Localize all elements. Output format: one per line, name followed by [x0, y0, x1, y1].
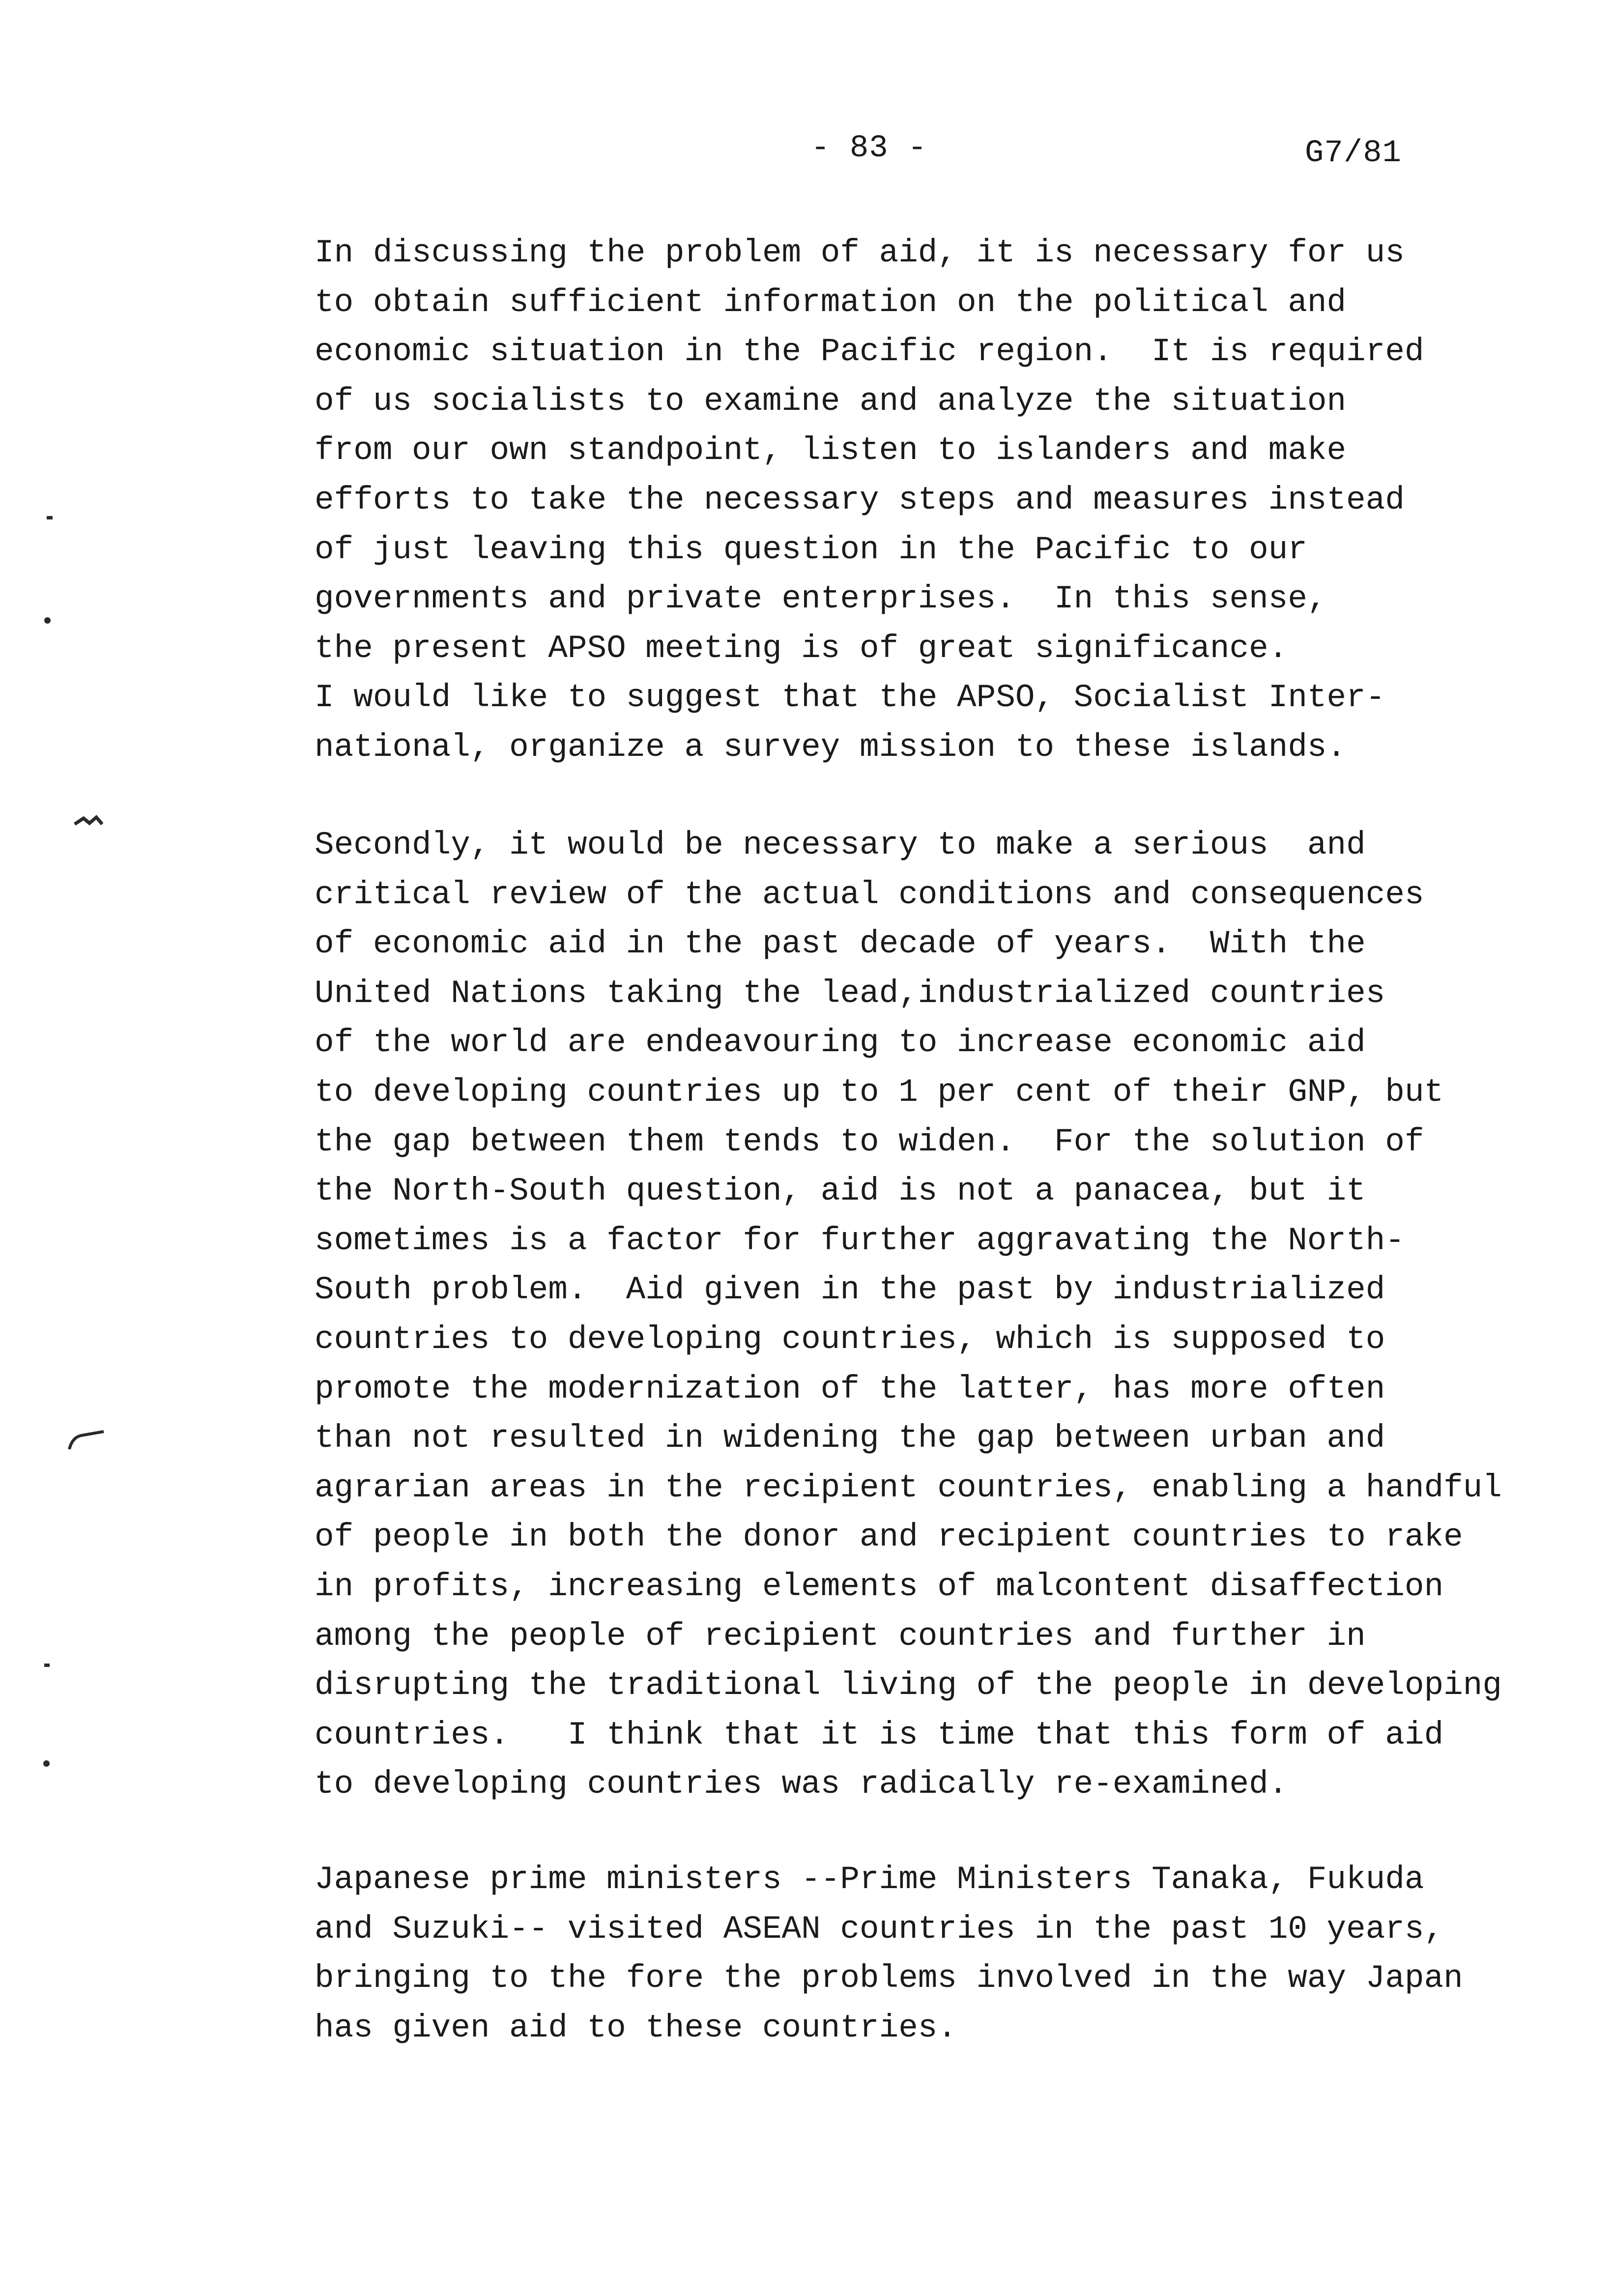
- text-line: to obtain sufficient information on the political and: [315, 284, 1347, 321]
- text-line: governments and private enterprises. In this sense,: [315, 580, 1327, 618]
- text-line: to developing countries up to 1 per cent of their GNP, but: [315, 1073, 1444, 1111]
- text-line: among the people of recipient countries and further in: [315, 1617, 1366, 1655]
- text-line: bringing to the fore the problems involved in the way Japan: [315, 1960, 1463, 1997]
- text-line: United Nations taking the lead,industrialized countries: [315, 975, 1385, 1012]
- text-line: of us socialists to examine and analyze the situation: [315, 382, 1347, 420]
- text-line: of just leaving this question in the Pacific to our: [315, 531, 1307, 568]
- text-line: the present APSO meeting is of great significance.: [315, 630, 1288, 667]
- binder-mark: [47, 516, 53, 519]
- text-line: critical review of the actual conditions and consequences: [315, 876, 1424, 913]
- text-line: promote the modernization of the latter, has more often: [315, 1370, 1385, 1407]
- text-line: I would like to suggest that the APSO, Socialist Inter-: [315, 679, 1385, 717]
- text-line: South problem. Aid given in the past by industrialized: [315, 1271, 1385, 1309]
- binder-mark: [44, 1664, 50, 1667]
- text-line: disrupting the traditional living of the people in developing: [315, 1667, 1502, 1704]
- binder-dot: [43, 1760, 50, 1767]
- text-line: the North-South question, aid is not a panacea, but it: [315, 1173, 1366, 1210]
- text-line: than not resulted in widening the gap between urban and: [315, 1420, 1385, 1457]
- text-line: has given aid to these countries.: [315, 2009, 957, 2046]
- paragraph-critical-review: [315, 821, 1502, 1809]
- text-line: sometimes is a factor for further aggravating the North-: [315, 1222, 1405, 1259]
- paragraph-japanese-prime-ministers: [315, 1855, 1463, 2053]
- text-line: of economic aid in the past decade of years. With the: [315, 925, 1366, 963]
- text-line: national, organize a survey mission to these islands.: [315, 728, 1347, 766]
- text-line: from our own standpoint, listen to islanders and make: [315, 432, 1347, 469]
- text-line: of the world are endeavouring to increase economic aid: [315, 1024, 1366, 1062]
- text-line: in profits, increasing elements of malcontent disaffection: [315, 1568, 1444, 1605]
- text-line: Japanese prime ministers --Prime Ministers Tanaka, Fukuda: [315, 1861, 1424, 1898]
- text-line: In discussing the problem of aid, it is necessary for us: [315, 234, 1405, 271]
- text-line: the gap between them tends to widen. For the solution of: [315, 1123, 1424, 1160]
- document-reference: G7/81: [1305, 136, 1402, 171]
- text-line: countries. I think that it is time that this form of aid: [315, 1716, 1444, 1753]
- text-line: economic situation in the Pacific region. It is required: [315, 333, 1424, 371]
- text-line: agrarian areas in the recipient countries, enabling a handful: [315, 1469, 1502, 1506]
- text-line: and Suzuki-- visited ASEAN countries in the past 10 years,: [315, 1910, 1444, 1948]
- text-line: efforts to take the necessary steps and measures instead: [315, 481, 1405, 518]
- text-line: of people in both the donor and recipient countries to rake: [315, 1519, 1463, 1556]
- binder-dot: [44, 617, 51, 624]
- paragraph-aid-information: [315, 229, 1424, 773]
- text-line: countries to developing countries, which is supposed to: [315, 1320, 1385, 1358]
- text-line: to developing countries was radically re-examined.: [315, 1766, 1288, 1803]
- page-number: - 83 -: [811, 131, 927, 166]
- binder-mark-curve: [66, 1428, 106, 1452]
- text-line: Secondly, it would be necessary to make a serious and: [315, 827, 1366, 863]
- binder-mark-hook: [74, 813, 103, 828]
